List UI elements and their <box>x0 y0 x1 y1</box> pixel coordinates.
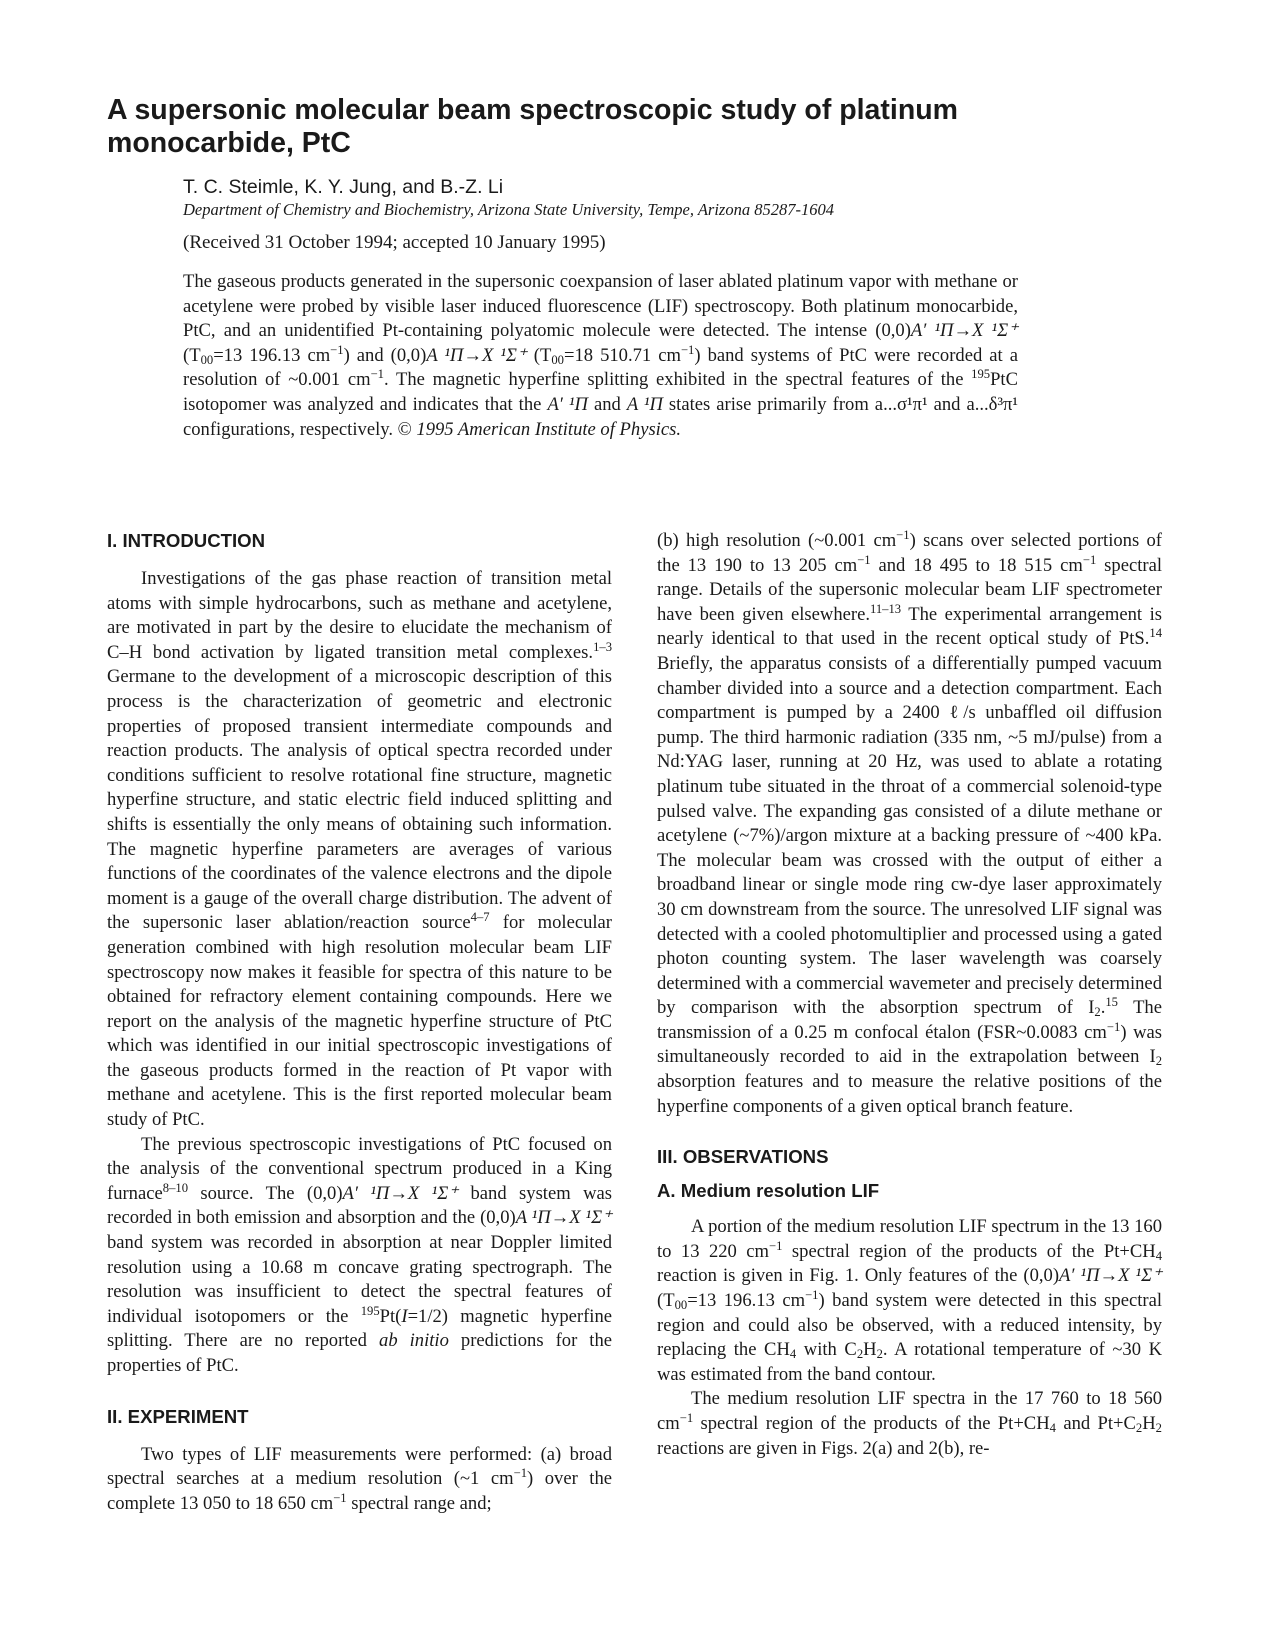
observations-paragraph: The medium resolution LIF spectra in the 17 760 to 18 560 $cm^{-1}$ spectral region of the products of the $Pt+CH_4$ and $Pt+C_2H_2$ reactions are given in Figs. 2(a) and 2(b), re- <box>657 1388 1162 1459</box>
introduction-paragraph: Investigations of the gas phase reaction of transition metal atoms with simple hydrocarbons, such as methane and acetylene, are motivated in part by the desire to elucidate the mechanism of C–H bond activation by ligated transition metal complexes.$^{1-3}$ Germane to the development of a microscopic description of this process is the characterization of geometric and electronic properties of proposed transient intermediate compounds and reaction products. The analysis of optical spectra recorded under conditions sufficient to resolve rotational fine structure, magnetic hyperfine structure, and static electric field induced splitting and shifts is essentially the only means of obtaining such information. The magnetic hyperfine parameters are averages of various functions of the coordinates of the valence electrons and the dipole moment is a gauge of the overall charge distribution. The advent of the supersonic laser ablation/reaction source$^{4-7}$ for molecular generation combined with high resolution molecular beam LIF spectroscopy now makes it feasible for spectra of this nature to be obtained for refractory element containing compounds. Here we report on the analysis of the magnetic hyperfine structure of PtC which was identified in our initial spectroscopic investigations of the gaseous products formed in the reaction of Pt vapor with methane and acetylene. This is the first reported molecular beam study of PtC. <box>107 568 612 1131</box>
received-date: (Received 31 October 1994; accepted 10 January 1995) <box>183 232 606 253</box>
left-column <box>107 529 612 1516</box>
observations-paragraph: A portion of the medium resolution LIF spectrum in the 13 160 to 13 220 $cm^{-1}$ spectral region of the products of the $Pt+CH_4$ reaction is given in Fig. 1. Only features of the (0,0)A′ ¹Π→X ¹Σ⁺ ($T_{00}=13$ 196.13 $cm^{-1}$) band system were detected in this spectral region and could also be observed, with a reduced intensity, by replacing the $CH_4$ with $C_2H_2$. A rotational temperature of ~30 K was estimated from the band contour. <box>657 1216 1162 1385</box>
section-heading-introduction: I. INTRODUCTION <box>107 530 266 551</box>
author-list: T. C. Steimle, K. Y. Jung, and B.-Z. Li <box>183 176 504 198</box>
section-heading-observations: III. OBSERVATIONS <box>657 1146 829 1168</box>
subsection-heading-medium-resolution: A. Medium resolution LIF <box>657 1180 880 1202</box>
abstract: The gaseous products generated in the supersonic coexpansion of laser ablated platinum vapor with methane or acetylene were probed by visible laser induced fluorescence (LIF) spectroscopy. Both platinum monocarbide, PtC, and an unidentified Pt-containing polyatomic molecule were detected. The intense (0,0)A′ ¹Π→X ¹Σ⁺ ($T_{00}=13$ 196.13 $cm^{-1}$) and (0,0)A ¹Π→X ¹Σ⁺ ($T_{00}=18$ 510.71 $cm^{-1}$) band systems of PtC were recorded at a resolution of ~0.001 $cm^{-1}$. The magnetic hyperfine splitting exhibited in the spectral features of the $^{195}$PtC isotopomer was analyzed and indicates that the A′ ¹Π and A ¹Π states arise primarily from a...σ¹π¹ and a...δ³π¹ configurations, respectively. © 1995 American Institute of Physics. <box>183 271 1018 440</box>
experiment-paragraph: Two types of LIF measurements were performed: (a) broad spectral searches at a medium resolution (~1 $cm^{-1}$) over the complete 13 050 to 18 650 $cm^{-1}$ spectral range and; <box>107 1443 612 1514</box>
section-heading-experiment: II. EXPERIMENT <box>107 1405 249 1427</box>
right-column <box>657 529 1162 1461</box>
affiliation: Department of Chemistry and Biochemistry, Arizona State University, Tempe, Arizona 85287-1604 <box>183 200 834 219</box>
introduction-paragraph: The previous spectroscopic investigations of PtC focused on the analysis of the conventional spectrum produced in a King furnace$^{8-10}$ source. The (0,0)A′ ¹Π→X ¹Σ⁺ band system was recorded in both emission and absorption and the (0,0)A ¹Π→X ¹Σ⁺ band system was recorded in absorption at near Doppler limited resolution using a 10.68 m concave grating spectrograph. The resolution was insufficient to detect the spectral features of individual isotopomers or the $^{195}$Pt(I=1/2) magnetic hyperfine splitting. There are no reported ab initio predictions for the properties of PtC. <box>107 1133 613 1376</box>
paper-title: A supersonic molecular beam spectroscopic study of platinum monocarbide, PtC <box>107 94 958 159</box>
experiment-paragraph-continued: (b) high resolution (~0.001 $cm^{-1}$) scans over selected portions of the 13 190 to 13 205 $cm^{-1}$ and 18 495 to 18 515 $cm^{-1}$ spectral range. Details of the supersonic molecular beam LIF spectrometer have been given elsewhere.$^{11-13}$ The experimental arrangement is nearly identical to that used in the recent optical study of PtS.$^{14}$ Briefly, the apparatus consists of a differentially pumped vacuum chamber divided into a source and a detection compartment. Each compartment is pumped by a 2400 ℓ/s unbaffled oil diffusion pump. The third harmonic radiation (335 nm, ~5 mJ/pulse) from a Nd:YAG laser, running at 20 Hz, was used to ablate a rotating platinum tube situated in the throat of a commercial solenoid-type pulsed valve. The expanding gas consisted of a dilute methane or acetylene (~7%)/argon mixture at a backing pressure of ~400 kPa. The molecular beam was crossed with the output of either a broadband linear or single mode ring cw-dye laser approximately 30 cm downstream from the source. The unresolved LIF signal was detected with a cooled photomultiplier and processed using a gated photon counting system. The laser wavelength was coarsely determined with a commercial wavemeter and precisely determined by comparison with the absorption spectrum of $I_2.^{15}$ The transmission of a 0.25 m confocal étalon (FSR~0.0083 $cm^{-1}$) was simultaneously recorded to aid in the extrapolation between $I_2$ absorption features and to measure the relative positions of the hyperfine components of a given optical branch feature. <box>657 528 1163 1117</box>
